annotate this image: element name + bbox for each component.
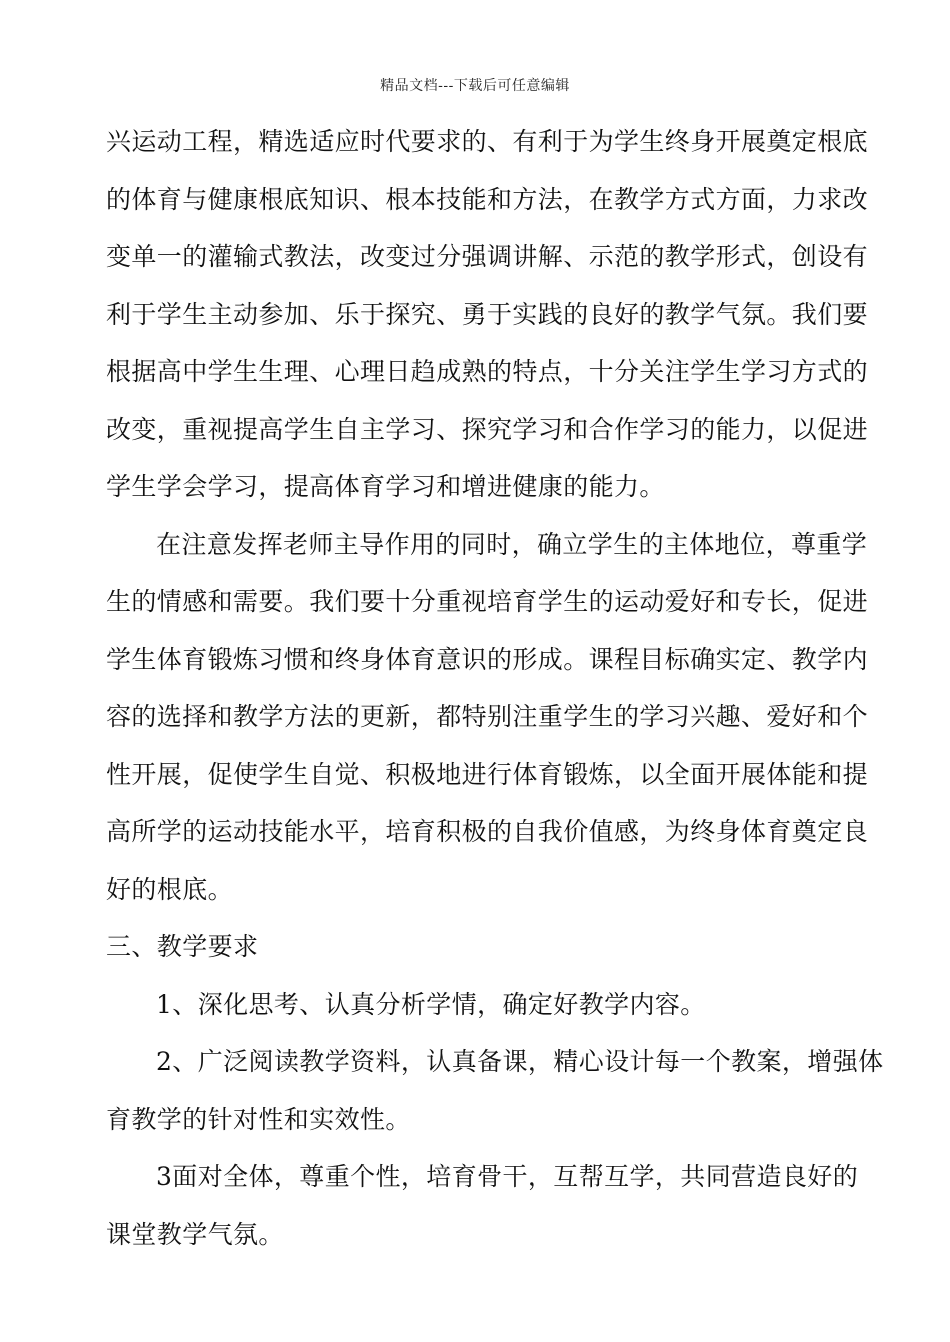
page-header: 精品文档---下载后可任意编辑 — [380, 78, 570, 94]
text-line: 学生体育锻炼习惯和终身体育意识的形成。课程目标确实定、教学内 — [106, 644, 869, 674]
text-line: 学生学会学习，提高体育学习和增进健康的能力。 — [106, 472, 665, 501]
list-item: 3面对全体，尊重个性，培育骨干，互帮互学，共同营造良好的 — [156, 1162, 859, 1191]
text-line: 变单一的灌输式教法，改变过分强调讲解、示范的教学形式，创设有 — [106, 242, 869, 271]
text-line: 性开展，促使学生自觉、积极地进行体育锻炼，以全面开展体能和提 — [106, 759, 869, 789]
text-line: 课堂教学气氛。 — [106, 1219, 284, 1249]
section-heading: 三、教学要求 — [106, 932, 259, 961]
text-line: 容的选择和教学方法的更新，都特别注重学生的学习兴趣、爱好和个 — [106, 702, 869, 731]
text-line: 改变，重视提高学生自主学习、探究学习和合作学习的能力，以促进 — [106, 414, 869, 444]
text-line: 兴运动工程，精选适应时代要求的、有利于为学生终身开展奠定根底 — [106, 127, 869, 156]
text-line: 好的根底。 — [106, 874, 234, 904]
list-item: 2、广泛阅读教学资料，认真备课，精心设计每一个教案，增强体 — [156, 1047, 884, 1076]
text-line: 的体育与健康根底知识、根本技能和方法，在教学方式方面，力求改 — [106, 184, 869, 214]
list-item: 1、深化思考、认真分析学情，确定好教学内容。 — [156, 989, 706, 1019]
text-line: 育教学的针对性和实效性。 — [106, 1104, 411, 1134]
text-line: 高所学的运动技能水平，培育积极的自我价值感，为终身体育奠定良 — [106, 817, 869, 846]
text-line: 利于学生主动参加、乐于探究、勇于实践的良好的教学气氛。我们要 — [106, 299, 869, 329]
document-body — [106, 113, 884, 1263]
text-line: 生的情感和需要。我们要十分重视培育学生的运动爱好和专长，促进 — [106, 587, 869, 616]
text-line: 在注意发挥老师主导作用的同时，确立学生的主体地位，尊重学 — [156, 529, 868, 559]
text-line: 根据高中学生生理、心理日趋成熟的特点，十分关注学生学习方式的 — [106, 357, 869, 386]
